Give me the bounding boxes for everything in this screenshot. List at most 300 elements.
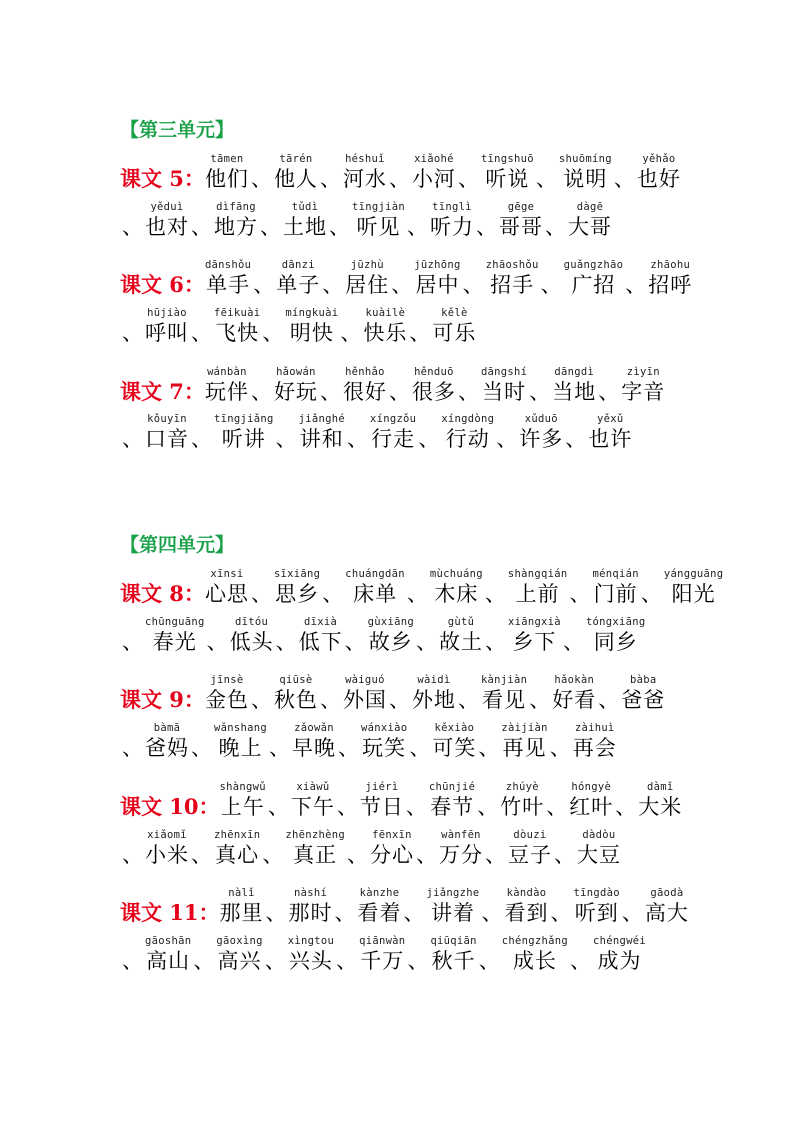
pinyin: shuōmíng <box>558 153 612 165</box>
separator: 、 <box>250 688 272 712</box>
pinyin: tǔdì <box>291 201 319 213</box>
vocab-word <box>648 258 692 298</box>
pinyin: kǒuyīn <box>147 413 187 425</box>
separator: 、 <box>340 321 362 345</box>
separator: 、 <box>613 167 635 191</box>
hanzi: 看着 <box>357 901 402 925</box>
pinyin: tāmen <box>210 153 244 165</box>
pinyin: xiàwǔ <box>296 781 330 793</box>
hanzi: 大哥 <box>567 215 612 239</box>
separator: 、 <box>621 901 643 925</box>
separator: 、 <box>122 321 143 345</box>
hanzi: 听讲 <box>221 427 266 451</box>
hanzi: 当时 <box>482 380 527 404</box>
vocab-word <box>429 780 475 820</box>
hanzi: 好玩 <box>273 380 318 404</box>
separator: 、 <box>457 380 479 404</box>
pinyin: kànzhe <box>359 887 400 899</box>
hanzi: 低头 <box>229 630 274 654</box>
vocab-word <box>214 721 267 761</box>
pinyin: wàidì <box>417 674 451 686</box>
pinyin: kěxiào <box>434 722 475 734</box>
lesson-label: 课文 7： <box>120 379 205 404</box>
vocab-word <box>145 828 189 868</box>
vocab-word <box>274 673 318 713</box>
separator: 、 <box>569 582 591 606</box>
vocab-word <box>500 780 544 820</box>
hanzi: 高山 <box>146 949 191 973</box>
pinyin: zhēnxīn <box>214 829 261 841</box>
vocab-word <box>343 673 387 713</box>
separator: 、 <box>544 215 566 239</box>
hanzi: 土地 <box>283 215 327 239</box>
pinyin: dàdòu <box>582 829 616 841</box>
vocab-word <box>216 934 262 974</box>
pinyin: xiǎohé <box>414 153 454 165</box>
pinyin: xíngzǒu <box>369 413 417 425</box>
vocab-word <box>214 306 260 346</box>
separator: 、 <box>418 427 440 451</box>
hanzi: 那里 <box>219 901 264 925</box>
vocab-line <box>120 258 753 298</box>
separator: 、 <box>319 380 341 404</box>
hanzi: 也好 <box>636 167 681 191</box>
pinyin: chuángdān <box>345 568 405 580</box>
separator: 、 <box>598 688 620 712</box>
separator: 、 <box>475 215 497 239</box>
pinyin: hǎowán <box>276 366 316 378</box>
pinyin: bàmā <box>153 722 181 734</box>
vocab-word <box>412 673 456 713</box>
hanzi: 单手 <box>206 273 251 297</box>
separator: 、 <box>336 949 358 973</box>
separator: 、 <box>122 949 143 973</box>
pinyin: kuàilè <box>365 307 406 319</box>
hanzi: 豆子 <box>507 843 552 867</box>
separator: 、 <box>457 167 479 191</box>
pinyin: gùtǔ <box>447 616 475 628</box>
vocab-word <box>345 567 405 607</box>
separator: 、 <box>546 795 568 819</box>
separator: 、 <box>478 949 500 973</box>
hanzi: 讲和 <box>299 427 344 451</box>
separator: 、 <box>329 215 350 239</box>
pinyin: yěxǔ <box>597 413 624 425</box>
separator: 、 <box>535 167 557 191</box>
separator: 、 <box>122 843 143 867</box>
separator: 、 <box>275 427 297 451</box>
vocab-line <box>120 673 753 713</box>
pinyin: xǔduō <box>524 413 558 425</box>
hanzi: 广招 <box>571 273 616 297</box>
separator: 、 <box>570 949 592 973</box>
vocab-line <box>120 886 753 926</box>
lesson-label: 课文 9： <box>120 687 205 712</box>
hanzi: 阳光 <box>671 582 716 606</box>
vocab-word <box>205 152 249 192</box>
pinyin: tīngdào <box>573 887 620 899</box>
separator: 、 <box>388 688 410 712</box>
hanzi: 招呼 <box>648 273 693 297</box>
vocab-word <box>577 828 621 868</box>
vocab-word <box>430 567 483 607</box>
pinyin: tārén <box>279 153 313 165</box>
vocab-word <box>285 306 338 346</box>
pinyin: gùxiāng <box>367 616 414 628</box>
separator: 、 <box>122 427 143 451</box>
separator: 、 <box>529 380 551 404</box>
vocab-word <box>621 673 665 713</box>
hanzi: 居中 <box>415 273 460 297</box>
hanzi: 竹叶 <box>500 795 545 819</box>
pinyin: guǎngzhāo <box>563 259 624 271</box>
vocab-word <box>412 365 456 405</box>
separator: 、 <box>496 427 518 451</box>
vocab-word <box>481 152 534 192</box>
vocab-word <box>486 258 539 298</box>
vocab-word <box>519 412 563 452</box>
separator: 、 <box>625 273 647 297</box>
vocab-word <box>588 412 632 452</box>
vocab-line <box>120 152 753 192</box>
hanzi: 成为 <box>597 949 642 973</box>
vocab-word <box>288 934 334 974</box>
hanzi: 门前 <box>593 582 638 606</box>
pinyin: kànjiàn <box>480 674 528 686</box>
pinyin: dāngdì <box>554 366 595 378</box>
separator: 、 <box>344 630 366 654</box>
pinyin: gāoshān <box>145 935 192 947</box>
vocab-word <box>370 828 414 868</box>
vocab-line <box>120 721 753 761</box>
separator: 、 <box>191 427 212 451</box>
hanzi: 晚上 <box>218 736 263 760</box>
vocab-word <box>214 412 274 452</box>
hanzi: 兴头 <box>288 949 333 973</box>
hanzi: 看到 <box>504 901 549 925</box>
pinyin: kělè <box>441 307 468 319</box>
pinyin: xiǎomǐ <box>147 829 187 841</box>
separator: 、 <box>462 273 484 297</box>
separator: 、 <box>562 630 584 654</box>
hanzi: 小米 <box>145 843 189 867</box>
hanzi: 大米 <box>638 795 683 819</box>
hanzi: 心思 <box>204 582 249 606</box>
hanzi: 单子 <box>276 273 321 297</box>
vocab-word <box>574 886 620 926</box>
vocab-word <box>508 615 561 655</box>
separator: 、 <box>406 582 428 606</box>
hanzi: 爸爸 <box>621 688 666 712</box>
hanzi: 春光 <box>152 630 197 654</box>
vocab-word <box>432 306 476 346</box>
pinyin: wànfēn <box>441 829 481 841</box>
vocab-word <box>214 828 260 868</box>
separator: 、 <box>122 736 143 760</box>
hanzi: 那时 <box>288 901 333 925</box>
hanzi: 明快 <box>289 321 334 345</box>
separator: 、 <box>319 167 341 191</box>
hanzi: 地方 <box>214 215 258 239</box>
hanzi: 听说 <box>485 167 530 191</box>
vocab-word <box>283 200 327 240</box>
vocab-line <box>120 306 753 346</box>
hanzi: 低下 <box>298 630 343 654</box>
separator: 、 <box>191 736 212 760</box>
separator: 、 <box>250 167 272 191</box>
separator: 、 <box>122 630 143 654</box>
pinyin: dìfāng <box>216 201 256 213</box>
hanzi: 高大 <box>644 901 689 925</box>
pinyin: xīnsi <box>210 568 244 580</box>
vocab-word <box>427 886 480 926</box>
vocab-word <box>299 412 345 452</box>
vocab-word <box>621 365 665 405</box>
vocab-line <box>120 200 753 240</box>
hanzi: 金色 <box>204 688 249 712</box>
hanzi: 外国 <box>342 688 387 712</box>
vocab-word <box>274 567 320 607</box>
pinyin: jiǎngzhe <box>426 887 480 899</box>
hanzi: 说明 <box>563 167 608 191</box>
hanzi: 秋色 <box>273 688 318 712</box>
hanzi: 万分 <box>438 843 483 867</box>
pinyin: qiūsè <box>279 674 313 686</box>
separator: 、 <box>478 736 500 760</box>
separator: 、 <box>322 273 344 297</box>
pinyin: yěduì <box>150 201 184 213</box>
vocab-line <box>120 365 753 405</box>
vocab-word <box>345 258 389 298</box>
vocab-word <box>145 412 189 452</box>
hanzi: 节日 <box>359 795 404 819</box>
vocab-word <box>559 152 612 192</box>
vocab-word <box>552 673 596 713</box>
pinyin: hūjiào <box>147 307 187 319</box>
pinyin: hěnhǎo <box>345 366 385 378</box>
pinyin: qiūqiān <box>430 935 477 947</box>
pinyin: fēnxīn <box>372 829 412 841</box>
separator: 、 <box>403 901 425 925</box>
pinyin: chūnguāng <box>145 616 205 628</box>
hanzi: 小河 <box>411 167 456 191</box>
hanzi: 红叶 <box>569 795 614 819</box>
pinyin: hěnduō <box>414 366 454 378</box>
vocab-word <box>573 721 617 761</box>
hanzi: 好看 <box>552 688 597 712</box>
hanzi: 居住 <box>345 273 390 297</box>
pinyin: hǎokàn <box>554 674 595 686</box>
hanzi: 爸妈 <box>145 736 189 760</box>
pinyin: zìyīn <box>626 366 660 378</box>
pinyin: tīngjiǎng <box>214 413 274 425</box>
hanzi: 许多 <box>519 427 564 451</box>
hanzi: 看见 <box>482 688 527 712</box>
pinyin: ménqián <box>592 568 639 580</box>
pinyin: zhāohu <box>650 259 691 271</box>
separator: 、 <box>268 736 290 760</box>
hanzi: 可笑 <box>432 736 477 760</box>
vocab-word <box>145 306 189 346</box>
vocab-word <box>481 673 527 713</box>
separator: 、 <box>193 949 215 973</box>
hanzi: 分心 <box>369 843 414 867</box>
hanzi: 招手 <box>490 273 535 297</box>
separator: 、 <box>406 215 428 239</box>
separator: 、 <box>529 688 551 712</box>
hanzi: 同乡 <box>593 630 638 654</box>
pinyin: gāodà <box>650 887 684 899</box>
vocab-word <box>145 721 189 761</box>
pinyin: zhēnzhèng <box>285 829 345 841</box>
lesson-label: 课文 8： <box>120 581 205 606</box>
vocab-word <box>592 567 638 607</box>
separator: 、 <box>346 843 368 867</box>
pinyin: shàngwǔ <box>219 781 266 793</box>
vocab-word <box>508 828 552 868</box>
hanzi: 讲着 <box>431 901 476 925</box>
vocab-word <box>145 934 191 974</box>
hanzi: 真正 <box>293 843 338 867</box>
pinyin: tīngshuō <box>480 153 534 165</box>
hanzi: 上午 <box>220 795 265 819</box>
hanzi: 呼叫 <box>145 321 189 345</box>
hanzi: 真心 <box>215 843 260 867</box>
pinyin: jīnsè <box>210 674 244 686</box>
pinyin: dīxià <box>304 616 338 628</box>
vocab-word <box>205 258 251 298</box>
vocab-word <box>289 886 333 926</box>
separator: 、 <box>336 795 358 819</box>
vocab-word <box>343 152 387 192</box>
pinyin: chéngzhǎng <box>501 935 569 947</box>
separator: 、 <box>388 167 410 191</box>
hanzi: 很多 <box>411 380 456 404</box>
pinyin: dàmǐ <box>647 781 674 793</box>
hanzi: 上前 <box>515 582 560 606</box>
hanzi: 口音 <box>145 427 189 451</box>
vocab-word <box>414 258 460 298</box>
vocab-word <box>564 258 624 298</box>
pinyin: hóngyè <box>571 781 612 793</box>
vocab-word <box>352 200 405 240</box>
vocab-word <box>343 365 387 405</box>
hanzi: 再会 <box>572 736 617 760</box>
separator: 、 <box>477 795 499 819</box>
unit-title: 【第三单元】 <box>120 119 235 141</box>
vocab-word <box>568 200 612 240</box>
pinyin: zàihuì <box>574 722 615 734</box>
separator: 、 <box>540 273 562 297</box>
pinyin: shàngqián <box>507 568 568 580</box>
separator: 、 <box>388 380 410 404</box>
hanzi: 字音 <box>621 380 666 404</box>
pinyin: zhúyè <box>505 781 539 793</box>
pinyin: nàlǐ <box>228 887 255 899</box>
pinyin: mùchuáng <box>429 568 483 580</box>
pinyin: dàgē <box>576 201 604 213</box>
hanzi: 高兴 <box>217 949 262 973</box>
vocab-word <box>430 200 474 240</box>
hanzi: 思乡 <box>275 582 320 606</box>
pinyin: tóngxiāng <box>585 616 646 628</box>
hanzi: 当地 <box>552 380 597 404</box>
separator: 、 <box>122 215 143 239</box>
vocab-word <box>359 934 405 974</box>
pinyin: jūzhù <box>350 259 384 271</box>
vocab-word <box>299 615 343 655</box>
separator: 、 <box>264 949 286 973</box>
hanzi: 行动 <box>445 427 490 451</box>
pinyin: xiāngxià <box>507 616 561 628</box>
separator: 、 <box>549 736 571 760</box>
separator: 、 <box>484 630 506 654</box>
pinyin: gēge <box>507 201 535 213</box>
vocab-word <box>441 412 494 452</box>
hanzi: 春节 <box>430 795 475 819</box>
separator: 、 <box>275 630 297 654</box>
pinyin: wánxiào <box>360 722 408 734</box>
separator: 、 <box>409 321 431 345</box>
lesson-label: 课文 10： <box>120 794 220 819</box>
pinyin: yěhǎo <box>642 153 676 165</box>
hanzi: 飞快 <box>215 321 260 345</box>
lesson-label: 课文 6： <box>120 272 205 297</box>
separator: 、 <box>337 736 359 760</box>
vocab-word <box>360 780 404 820</box>
hanzi: 外地 <box>411 688 456 712</box>
separator: 、 <box>598 380 620 404</box>
hanzi: 故土 <box>438 630 483 654</box>
separator: 、 <box>484 582 506 606</box>
hanzi: 行走 <box>371 427 416 451</box>
vocab-word <box>638 780 682 820</box>
vocab-word <box>205 365 249 405</box>
hanzi: 大豆 <box>576 843 621 867</box>
separator: 、 <box>262 321 284 345</box>
vocab-word <box>145 200 189 240</box>
separator: 、 <box>260 215 281 239</box>
vocab-word <box>586 615 646 655</box>
vocab-line <box>120 828 753 868</box>
hanzi: 可乐 <box>432 321 477 345</box>
hanzi: 也对 <box>145 215 189 239</box>
separator: 、 <box>253 273 275 297</box>
pinyin: sīxiāng <box>273 568 321 580</box>
separator: 、 <box>206 630 228 654</box>
vocab-word <box>430 934 476 974</box>
separator: 、 <box>553 843 575 867</box>
vocab-line <box>120 615 753 655</box>
vocab-word <box>205 673 249 713</box>
separator: 、 <box>615 795 637 819</box>
pinyin: dòuzi <box>513 829 547 841</box>
vocab-word <box>205 567 249 607</box>
hanzi: 玩伴 <box>204 380 249 404</box>
separator: 、 <box>250 582 272 606</box>
vocab-word <box>292 721 336 761</box>
pinyin: qiānwàn <box>359 935 406 947</box>
vocab-word <box>412 152 456 192</box>
pinyin: wǎnshang <box>214 722 267 734</box>
pinyin: tīnglì <box>432 201 472 213</box>
vocab-word <box>274 365 318 405</box>
vocab-word <box>220 886 264 926</box>
pinyin: tīngjiàn <box>352 201 405 213</box>
separator: 、 <box>457 688 479 712</box>
hanzi: 成长 <box>512 949 557 973</box>
vocab-word <box>432 721 476 761</box>
